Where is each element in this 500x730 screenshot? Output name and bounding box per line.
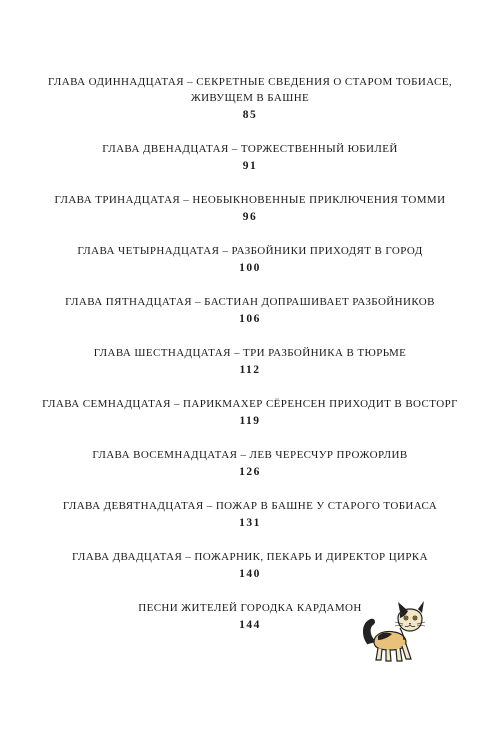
toc-entry-title: ГЛАВА СЕМНАДЦАТАЯ – ПАРИКМАХЕР СЁРЕНСЕН ПРИХОДИТ В ВОСТОРГ: [42, 398, 458, 410]
toc-entry-title: ГЛАВА ДЕВЯТНАДЦАТАЯ – ПОЖАР В БАШНЕ У СТАРОГО ТОБИАСА: [62, 500, 438, 512]
toc-entry-chapter-12[interactable]: [0, 141, 500, 174]
toc-entry-chapter-15[interactable]: [0, 294, 500, 327]
table-of-contents: [0, 74, 500, 651]
toc-entry-chapter-19[interactable]: [0, 498, 500, 531]
toc-entry-chapter-13[interactable]: [0, 192, 500, 225]
toc-entry-chapter-11[interactable]: [0, 74, 500, 123]
toc-entry-chapter-17[interactable]: [0, 396, 500, 429]
toc-entry-page-number: 119: [239, 415, 261, 427]
toc-entry-page-number: 91: [242, 160, 258, 172]
toc-entry-page-number: 126: [239, 466, 261, 478]
toc-entry-page-number: 144: [239, 619, 261, 631]
toc-entry-page-number: 106: [239, 313, 261, 325]
toc-entry-page-number: 131: [239, 517, 261, 529]
toc-entry-title: ГЛАВА ПЯТНАДЦАТАЯ – БАСТИАН ДОПРАШИВАЕТ РАЗБОЙНИКОВ: [65, 296, 435, 308]
toc-entry-title: ГЛАВА ВОСЕМНАДЦАТАЯ – ЛЕВ ЧЕРЕСЧУР ПРОЖОРЛИВ: [92, 449, 408, 461]
toc-entry-title: ГЛАВА ДВАДЦАТАЯ – ПОЖАРНИК, ПЕКАРЬ И ДИРЕКТОР ЦИРКА: [71, 551, 428, 563]
toc-entry-title: ГЛАВА ДВЕНАДЦАТАЯ – ТОРЖЕСТВЕННЫЙ ЮБИЛЕЙ: [102, 143, 398, 155]
toc-entry-page-number: 100: [239, 262, 261, 274]
toc-entry-title: ГЛАВА ЧЕТЫРНАДЦАТАЯ – РАЗБОЙНИКИ ПРИХОДЯТ В ГОРОД: [77, 245, 423, 257]
toc-entry-page-number: 96: [242, 211, 258, 223]
toc-entry-chapter-20[interactable]: [0, 549, 500, 582]
toc-entry-page-number: 85: [242, 109, 258, 121]
toc-entry-title: ГЛАВА ТРИНАДЦАТАЯ – НЕОБЫКНОВЕННЫЕ ПРИКЛЮЧЕНИЯ ТОММИ: [54, 194, 446, 206]
toc-entry-page-number: 112: [239, 364, 261, 376]
toc-entry-title: ГЛАВА ОДИННАДЦАТАЯ – СЕКРЕТНЫЕ СВЕДЕНИЯ О СТАРОМ ТОБИАСЕ, ЖИВУЩЕМ В БАШНЕ: [47, 76, 453, 104]
toc-entry-chapter-14[interactable]: [0, 243, 500, 276]
cat-illustration-icon: [360, 598, 430, 668]
toc-entry-chapter-18[interactable]: [0, 447, 500, 480]
toc-entry-chapter-16[interactable]: [0, 345, 500, 378]
toc-entry-title: ПЕСНИ ЖИТЕЛЕЙ ГОРОДКА КАРДАМОН: [138, 602, 362, 614]
toc-entry-page-number: 140: [239, 568, 261, 580]
toc-entry-title: ГЛАВА ШЕСТНАДЦАТАЯ – ТРИ РАЗБОЙНИКА В ТЮРЬМЕ: [93, 347, 407, 359]
